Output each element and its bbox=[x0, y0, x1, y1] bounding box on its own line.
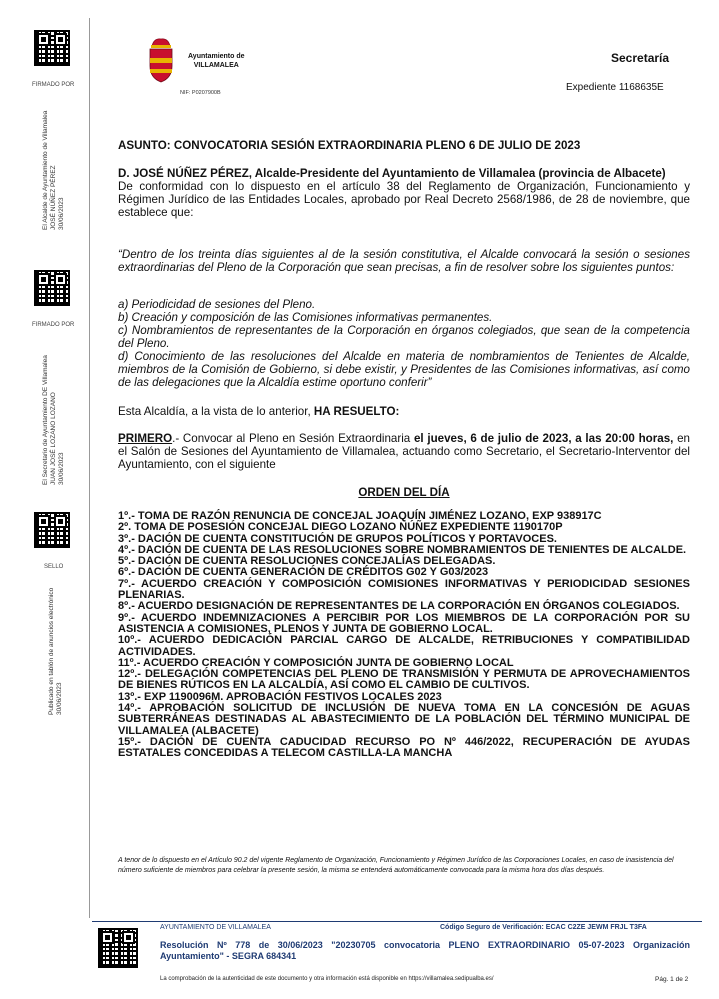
list-item: 15º.- DACIÓN DE CUENTA CADUCIDAD RECURSO PO Nº 446/2022, RECUPERACIÓN DE AYUDAS ESTATALES CONCEDIDAS A TELECOM CASTILLA-LA MANCHA bbox=[118, 735, 690, 760]
list-item: 13º.- EXP 1190096M. APROBACIÓN FESTIVOS LOCALES 2023 bbox=[118, 690, 442, 703]
quote-paragraph: “Dentro de los treinta días siguientes al de la sesión constitutiva, el Alcalde convocará la sesión o sesiones extraordinarias del Pleno de la Corporación que sean precisas, a fin de resolver sobre los siguientes puntos: bbox=[118, 248, 690, 274]
list-item: 9º.- ACUERDO INDEMNIZACIONES A PERCIBIR POR LOS MIEMBROS DE LA CORPORACIÓN POR SU ASISTENCIA A COMISIONES, PLENOS Y JUNTA DE GOBIERNO LOCAL. bbox=[118, 611, 690, 635]
sidebar-divider bbox=[89, 18, 90, 918]
list-item: 3º.- DACIÓN DE CUENTA CONSTITUCIÓN DE GRUPOS POLÍTICOS Y PORTAVOCES. bbox=[118, 532, 557, 545]
qr-code-icon bbox=[34, 512, 70, 548]
list-item: 7º.- ACUERDO CREACIÓN Y COMPOSICIÓN COMISIONES INFORMATIVAS Y PERIODICIDAD SESIONES PLENARIAS. bbox=[118, 577, 690, 602]
list-item: 10º.- ACUERDO DEDICACIÓN PARCIAL CARGO DE ALCALDE, RETRIBUCIONES Y COMPATIBILIDAD ACTIVIDADES. bbox=[118, 634, 690, 658]
footer-org: AYUNTAMIENTO DE VILLAMALEA bbox=[160, 924, 271, 931]
legal-note: A tenor de lo dispuesto en el Artículo 90.2 del vigente Reglamento de Organización, Funcionamiento y Régimen Jurídico de las Corporaciones Locales, en caso de inasistencia del número suficiente de miembros para celebrar la presente sesión, la misma se entenderá automáticamente convocada para la misma hora dos días después. bbox=[118, 857, 674, 874]
seal-vertical-text: Publicado en tablón de anuncios electrónico 30/06/2023 bbox=[48, 587, 63, 715]
footer-page-number: Pág. 1 de 2 bbox=[655, 976, 689, 983]
list-item: 5º.- DACIÓN DE CUENTA RESOLUCIONES CONCEJALÍAS DELEGADAS. bbox=[118, 555, 496, 568]
qr-code-icon bbox=[34, 270, 70, 306]
orden-list bbox=[118, 511, 690, 760]
list-item: 12º.- DELEGACIÓN COMPETENCIAS DEL PLENO DE TRANSMISIÓN Y PERMUTA DE APROVECHAMIENTOS DE BIENES RÚTICOS EN LA ALCALDÍA, ASÍ COMO EL CAMBIO DE CULTIVOS. bbox=[118, 668, 690, 692]
footer-verify: La comprobación de la autenticidad de este documento y otra información está disponible en https://villamalea.sedipualba.es/ bbox=[160, 976, 494, 982]
qr-code-icon bbox=[34, 30, 70, 66]
asunto-heading: ASUNTO: CONVOCATORIA SESIÓN EXTRAORDINARIA PLENO 6 DE JULIO DE 2023 bbox=[118, 139, 581, 152]
quote-points: a) Periodicidad de sesiones del Pleno. b) Creación y composición de las Comisiones informativas permanentes. c) Nombramientos de representantes de la Corporación en órganos colegiados, que sean de la competencia del Pleno. d) Conocimiento de las resoluciones del Alcalde en materia de nombramientos de Tenientes de Alcalde, miembros de la Comisión de Gobierno, si debe existir, y Presidentes de las Comisiones informativas, así como de las delegaciones que la Alcaldía estime oportuno conferir” bbox=[118, 298, 690, 389]
signature-vertical-text: El Alcalde de Ayuntamiento de Villamalea JOSÉ NÚÑEZ PÉREZ 30/06/2023 bbox=[42, 110, 65, 230]
department-title: Secretaría bbox=[611, 51, 670, 65]
intro-paragraph: D. JOSÉ NÚÑEZ PÉREZ, Alcalde-Presidente del Ayuntamiento de Villamalea (provincia de Albacete) De conformidad con lo dispuesto en el artículo 38 del Reglamento de Organización, Funcionamiento y Régimen Jurídico de las Entidades Locales, aprobado por Real Decreto 2568/1986, de 28 de noviembre, que establece que: bbox=[118, 167, 690, 219]
qr-code-icon bbox=[98, 928, 138, 968]
municipal-shield-icon bbox=[146, 36, 176, 84]
footer-csv: Código Seguro de Verificación: ECAC C2ZE JEWM FRJL T3FA bbox=[440, 924, 647, 931]
sidebar-label: FIRMADO POR bbox=[32, 82, 75, 88]
signature-vertical-text: El Secretario de Ayuntamiento DE Villamalea JUAN JOSÉ LOZANO LOZANO 30/06/2023 bbox=[42, 355, 65, 485]
list-item: 11º.- ACUERDO CREACIÓN Y COMPOSICIÓN JUNTA DE GOBIERNO LOCAL bbox=[118, 656, 514, 669]
list-item: 14º.- APROBACIÓN SOLICITUD DE INCLUSIÓN DE NUEVA TOMA EN LA CONCESIÓN DE AGUAS SUBTERRÁNEAS DESTINADAS AL ABASTECIMIENTO DE LA POBLACIÓN DEL TÉRMINO MUNICIPAL DE VILLAMALEA (ALBACETE) bbox=[118, 702, 690, 737]
list-item: 2º. TOMA DE POSESIÓN CONCEJAL DIEGO LOZANO NÚÑEZ EXPEDIENTE 1190170P bbox=[118, 521, 563, 534]
list-item: 8º.- ACUERDO DESIGNACIÓN DE REPRESENTANTES DE LA CORPORACIÓN EN ÓRGANOS COLEGIADOS. bbox=[118, 600, 680, 613]
footer-rule bbox=[92, 921, 702, 922]
sidebar-label: SELLO bbox=[44, 564, 64, 570]
list-item: 4º.- DACIÓN DE CUENTA DE LAS RESOLUCIONES SOBRE NOMBRAMIENTOS DE TENIENTES DE ALCALDE. bbox=[118, 543, 687, 556]
primero-paragraph: PRIMERO.- Convocar al Pleno en Sesión Extraordinaria el jueves, 6 de julio de 2023, a las 20:00 horas, en el Salón de Sesiones del Ayuntamiento de Villamalea, actuando como Secretario, el Secretario-Interventor del Ayuntamiento, con el siguiente bbox=[118, 432, 690, 471]
org-name: Ayuntamiento de VILLAMALEA bbox=[188, 53, 245, 69]
list-item: 1º.- TOMA DE RAZÓN RENUNCIA DE CONCEJAL JOAQUÍN JIMÉNEZ LOZANO, EXP 938917C bbox=[118, 510, 602, 522]
resuelto-paragraph: Esta Alcaldía, a la vista de lo anterior, HA RESUELTO: bbox=[118, 405, 400, 418]
footer-resolucion: Resolución Nº 778 de 30/06/2023 "20230705 convocatoria PLENO EXTRAORDINARIO 05-07-2023 Organización Ayuntamiento" - SEGRA 684341 bbox=[160, 940, 690, 961]
sidebar-label: FIRMADO POR bbox=[32, 322, 75, 328]
expediente-number: Expediente 1168635E bbox=[566, 82, 664, 93]
nif-text: NIF: P0207900B bbox=[180, 90, 221, 96]
list-item: 6º.- DACIÓN DE CUENTA GENERACIÓN DE CRÉDITOS G02 Y G03/2023 bbox=[118, 566, 489, 579]
orden-title: ORDEN DEL DÍA bbox=[358, 486, 450, 499]
